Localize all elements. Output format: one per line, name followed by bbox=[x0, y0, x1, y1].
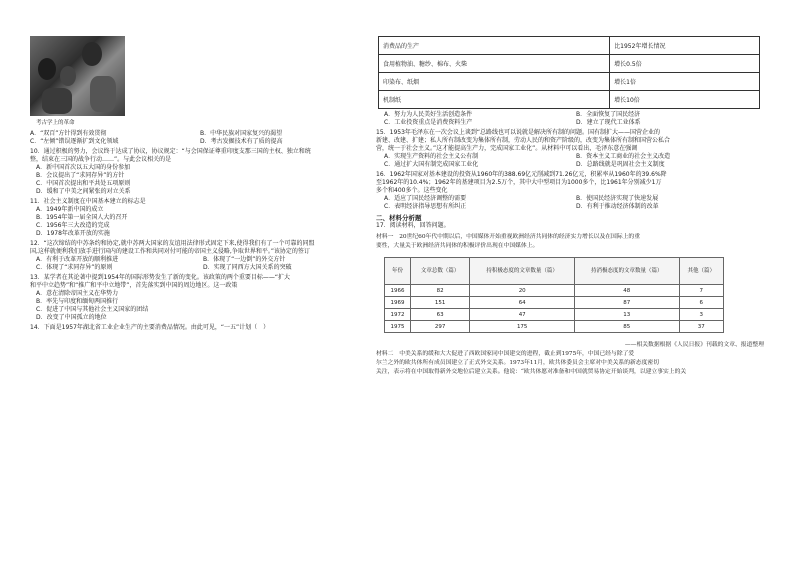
m2-line-1: 材料二 中美关系的缓和大大促进了西欧国家同中国建交的进程，截止到1975年，中国已经与除了爱 bbox=[376, 351, 635, 357]
table-source: ——相关数据根据《人民日报》刊载的文章、报道整理 bbox=[624, 342, 764, 348]
table-row bbox=[385, 297, 724, 309]
q10-option-d[interactable]: D．缓和了中美之间紧张的对立关系 bbox=[36, 188, 131, 195]
table-row bbox=[385, 285, 724, 297]
q10-option-b[interactable]: B．会议提出了“求同存异”的方针 bbox=[36, 172, 125, 179]
table-cell: 64 bbox=[470, 297, 575, 309]
table-header: 持消极态度的文章数量（篇） bbox=[574, 258, 679, 285]
q11-stem: 11．社会主义制度在中国基本建立的标志是 bbox=[30, 198, 146, 205]
q13-option-a[interactable]: A．意在清除帝国主义在华势力 bbox=[36, 290, 119, 297]
table-cell: 20 bbox=[470, 285, 575, 297]
q10-line-1: 10．通过积极的努力，会议终于达成了协议，协议规定：“与会国保证尊重印度支那三国的主权、独立和统 bbox=[30, 148, 311, 155]
consumer-goods-table bbox=[378, 36, 760, 109]
table-cell: 175 bbox=[470, 321, 575, 333]
table-cell: 63 bbox=[410, 309, 469, 321]
q14-stem: 14．下面是1957年湖北省工业企业生产的主要消费品情况。由此可见，“一五”计划（ ） bbox=[30, 324, 270, 331]
terracotta-photo bbox=[30, 36, 125, 116]
table-cell: 1969 bbox=[385, 297, 411, 309]
table-header: 其他（篇） bbox=[679, 258, 723, 285]
table-cell: 1975 bbox=[385, 321, 411, 333]
left-column bbox=[30, 36, 370, 332]
table-row bbox=[379, 73, 760, 91]
table-cell: 87 bbox=[574, 297, 679, 309]
table-cell: 1966 bbox=[385, 285, 411, 297]
table-cell: 增长10倍 bbox=[610, 91, 760, 109]
q12-line-2: 国,这样就便利我们放手进行国内的建设工作和共同对付可能的帝国主义侵略,争取世界和平。”该协定的签订 bbox=[30, 248, 310, 255]
photo-caption: 考古学上的革命 bbox=[36, 120, 75, 126]
table-header-row bbox=[385, 258, 724, 285]
q15-line-2: 新建、改建、扩建；私人所有制改变为集体所有制，劳动人民的和资产阶级的，改变为集体所有制和国营公私合 bbox=[376, 137, 671, 144]
q9-options bbox=[30, 130, 370, 138]
q12-option-b[interactable]: B．体现了“一边倒”的外交方针 bbox=[203, 256, 286, 263]
q15-line-3: 营，统一于社会主义。”这才能提高生产力，完成国家工业化”。从材料中可以看出，毛泽东意在强调 bbox=[376, 145, 638, 152]
q9-option-c[interactable]: C．“左倾”错误逐渐扩到文化领域 bbox=[30, 138, 119, 145]
material-1 bbox=[376, 233, 768, 251]
q12-option-a[interactable]: A．有利于改革开放的顺利推进 bbox=[36, 256, 119, 263]
q16-option-c[interactable]: C．表明经济指导思想有所纠正 bbox=[384, 203, 467, 210]
table-cell: 6 bbox=[679, 297, 723, 309]
table-header: 持积极态度的文章数量（篇） bbox=[470, 258, 575, 285]
q16-line-3: 多个和400多个。这些变化 bbox=[376, 187, 448, 194]
section-heading: 二、材料分析题 bbox=[376, 214, 422, 222]
m2-line-2: 尔兰之外的欧共体所有成员国建立了正式外交关系。1973年11月，欧共体委员会主席对中美关系的新态度密切 bbox=[376, 360, 659, 366]
table-cell: 印染布、纸烟 bbox=[379, 73, 610, 91]
q11-option-a[interactable]: A．1949年新中国的成立 bbox=[36, 206, 104, 213]
q13-option-c[interactable]: C．促进了中国与其他社会主义国家的团结 bbox=[36, 306, 149, 313]
table-cell: 机制纸 bbox=[379, 91, 610, 109]
q13-line-2: 和平中立趋势”和“推广和平中立地带”，首先落实到中国的周边地区。这一政策 bbox=[30, 282, 238, 289]
table-row bbox=[379, 55, 760, 73]
question-10 bbox=[30, 148, 370, 196]
q16-line-2: 至1962年的10.4%；1962年的基建项目为2.5万个，其中大中型项目为1000多个，比1961年分别减少1万 bbox=[376, 179, 662, 186]
table-cell: 47 bbox=[470, 309, 575, 321]
m2-line-3: 关注，表示将在中国取得新外交地位后建立关系。他说：“欧共体愿对准备和中国就贸易协定开始谈判，以建立事实上的关 bbox=[376, 369, 687, 375]
table-row bbox=[385, 309, 724, 321]
question-12 bbox=[30, 240, 370, 272]
q16-option-b[interactable]: B．使国民经济实现了快速发展 bbox=[576, 195, 659, 202]
table-cell: 比1952年增长情况 bbox=[610, 37, 760, 55]
q10-line-2: 整，结束在三国的战争行动……”。与此会议相关的是 bbox=[30, 156, 172, 163]
table-cell: 3 bbox=[679, 309, 723, 321]
table-row bbox=[385, 321, 724, 333]
table-header: 文章总数（篇） bbox=[410, 258, 469, 285]
q13-option-d[interactable]: D．改变了中国孤立的地位 bbox=[36, 314, 107, 321]
q15-option-b[interactable]: B．资本主义工商业的社会主义改造 bbox=[576, 153, 671, 160]
table-cell: 食用植物油、糖纱、棉布、火柴 bbox=[379, 55, 610, 73]
q9-option-b[interactable]: B．中华民族对国家复兴的渴望 bbox=[200, 130, 283, 137]
table-header: 年份 bbox=[385, 258, 411, 285]
q13-line-1: 13．某学者在其论著中提到1954年的国际形势发生了新的变化。该政策的两个重要目标——“扩大 bbox=[30, 274, 291, 281]
table-cell: 消费品的生产 bbox=[379, 37, 610, 55]
q16-line-1: 16．1962年国家对基本建设的投资从1960年的388.69亿元削减到71.26亿元，积累率从1960年的39.6%降 bbox=[376, 171, 667, 178]
table-cell: 13 bbox=[574, 309, 679, 321]
table-cell: 48 bbox=[574, 285, 679, 297]
right-column bbox=[376, 36, 768, 377]
table-cell: 82 bbox=[410, 285, 469, 297]
article-stats-table bbox=[384, 257, 724, 333]
table-cell: 1972 bbox=[385, 309, 411, 321]
question-15 bbox=[376, 129, 768, 169]
table-cell: 7 bbox=[679, 285, 723, 297]
table-cell: 37 bbox=[679, 321, 723, 333]
q9-option-d[interactable]: D．考古发掘技术有了质的提高 bbox=[200, 138, 283, 145]
table-cell: 85 bbox=[574, 321, 679, 333]
q15-line-1: 15．1953年毛泽东在一次会议上谈到“总路线也可以说就是解决所有制的问题。国有制扩大——国营企业的 bbox=[376, 129, 661, 136]
table-cell: 297 bbox=[410, 321, 469, 333]
q14-option-d[interactable]: D．建立了现代工业体系 bbox=[576, 119, 641, 126]
question-16 bbox=[376, 171, 768, 211]
q14-option-c[interactable]: C．工业投资重点是消费资料生产 bbox=[384, 119, 473, 126]
q10-option-c[interactable]: C．中国首次提出和平共处五项原则 bbox=[36, 180, 131, 187]
q11-option-c[interactable]: C．1956年三大改造的完成 bbox=[36, 222, 110, 229]
q12-option-c[interactable]: C．体现了“求同存异”的原则 bbox=[36, 264, 113, 271]
table-cell: 增长0.5倍 bbox=[610, 55, 760, 73]
table-cell: 增长1倍 bbox=[610, 73, 760, 91]
question-14 bbox=[30, 324, 370, 332]
q15-option-a[interactable]: A．实现生产资料的社会主义公有制 bbox=[384, 153, 479, 160]
q17-stem: 17．阅读材料，回答问题。 bbox=[376, 222, 450, 229]
q15-option-d[interactable]: D．总路线就是巩固社会主义制度 bbox=[576, 161, 665, 168]
q14-option-b[interactable]: B．全面恢复了国民经济 bbox=[576, 111, 641, 118]
q15-option-c[interactable]: C．通过扩大国有制完成国家工业化 bbox=[384, 161, 479, 168]
q12-option-d[interactable]: D．实现了同西方大国关系的突破 bbox=[203, 264, 292, 271]
q11-option-b[interactable]: B．1954年第一届全国人大的召开 bbox=[36, 214, 128, 221]
q13-option-b[interactable]: B．率先与印度和缅甸两国推行 bbox=[36, 298, 119, 305]
q16-option-d[interactable]: D．有利于推动经济体制的改革 bbox=[576, 203, 659, 210]
material-2 bbox=[376, 350, 768, 377]
q14-option-a[interactable]: A．努力为人民美好生活创造条件 bbox=[384, 111, 473, 118]
q9-option-a[interactable]: A．“双百”方针得到有效贯彻 bbox=[30, 130, 107, 137]
table-cell: 151 bbox=[410, 297, 469, 309]
question-13 bbox=[30, 274, 370, 322]
m1-line-2: 要性，大量关于欧洲经济共同体的积极评价出现在中国媒体上。 bbox=[376, 243, 539, 249]
q12-line-1: 12．“这次缔结的中苏条约和协定,就中苏两大国家的友谊用法律形式固定下来,使得我们有了一个可靠的同盟 bbox=[30, 240, 315, 247]
question-11 bbox=[30, 198, 370, 238]
q11-option-d[interactable]: D．1978年改革开放的实施 bbox=[36, 230, 110, 237]
q16-option-a[interactable]: A．适应了国民经济调整的需要 bbox=[384, 195, 467, 202]
m1-line-1: 材料一 20世纪60年代中期以后，中国媒体开始重视欧洲经济共同体的经济实力增长以及在国际上的重 bbox=[376, 234, 641, 240]
q10-option-a[interactable]: A．新中国首次以五大国的身份参加 bbox=[36, 164, 131, 171]
table-row bbox=[379, 37, 760, 55]
table-row bbox=[379, 91, 760, 109]
